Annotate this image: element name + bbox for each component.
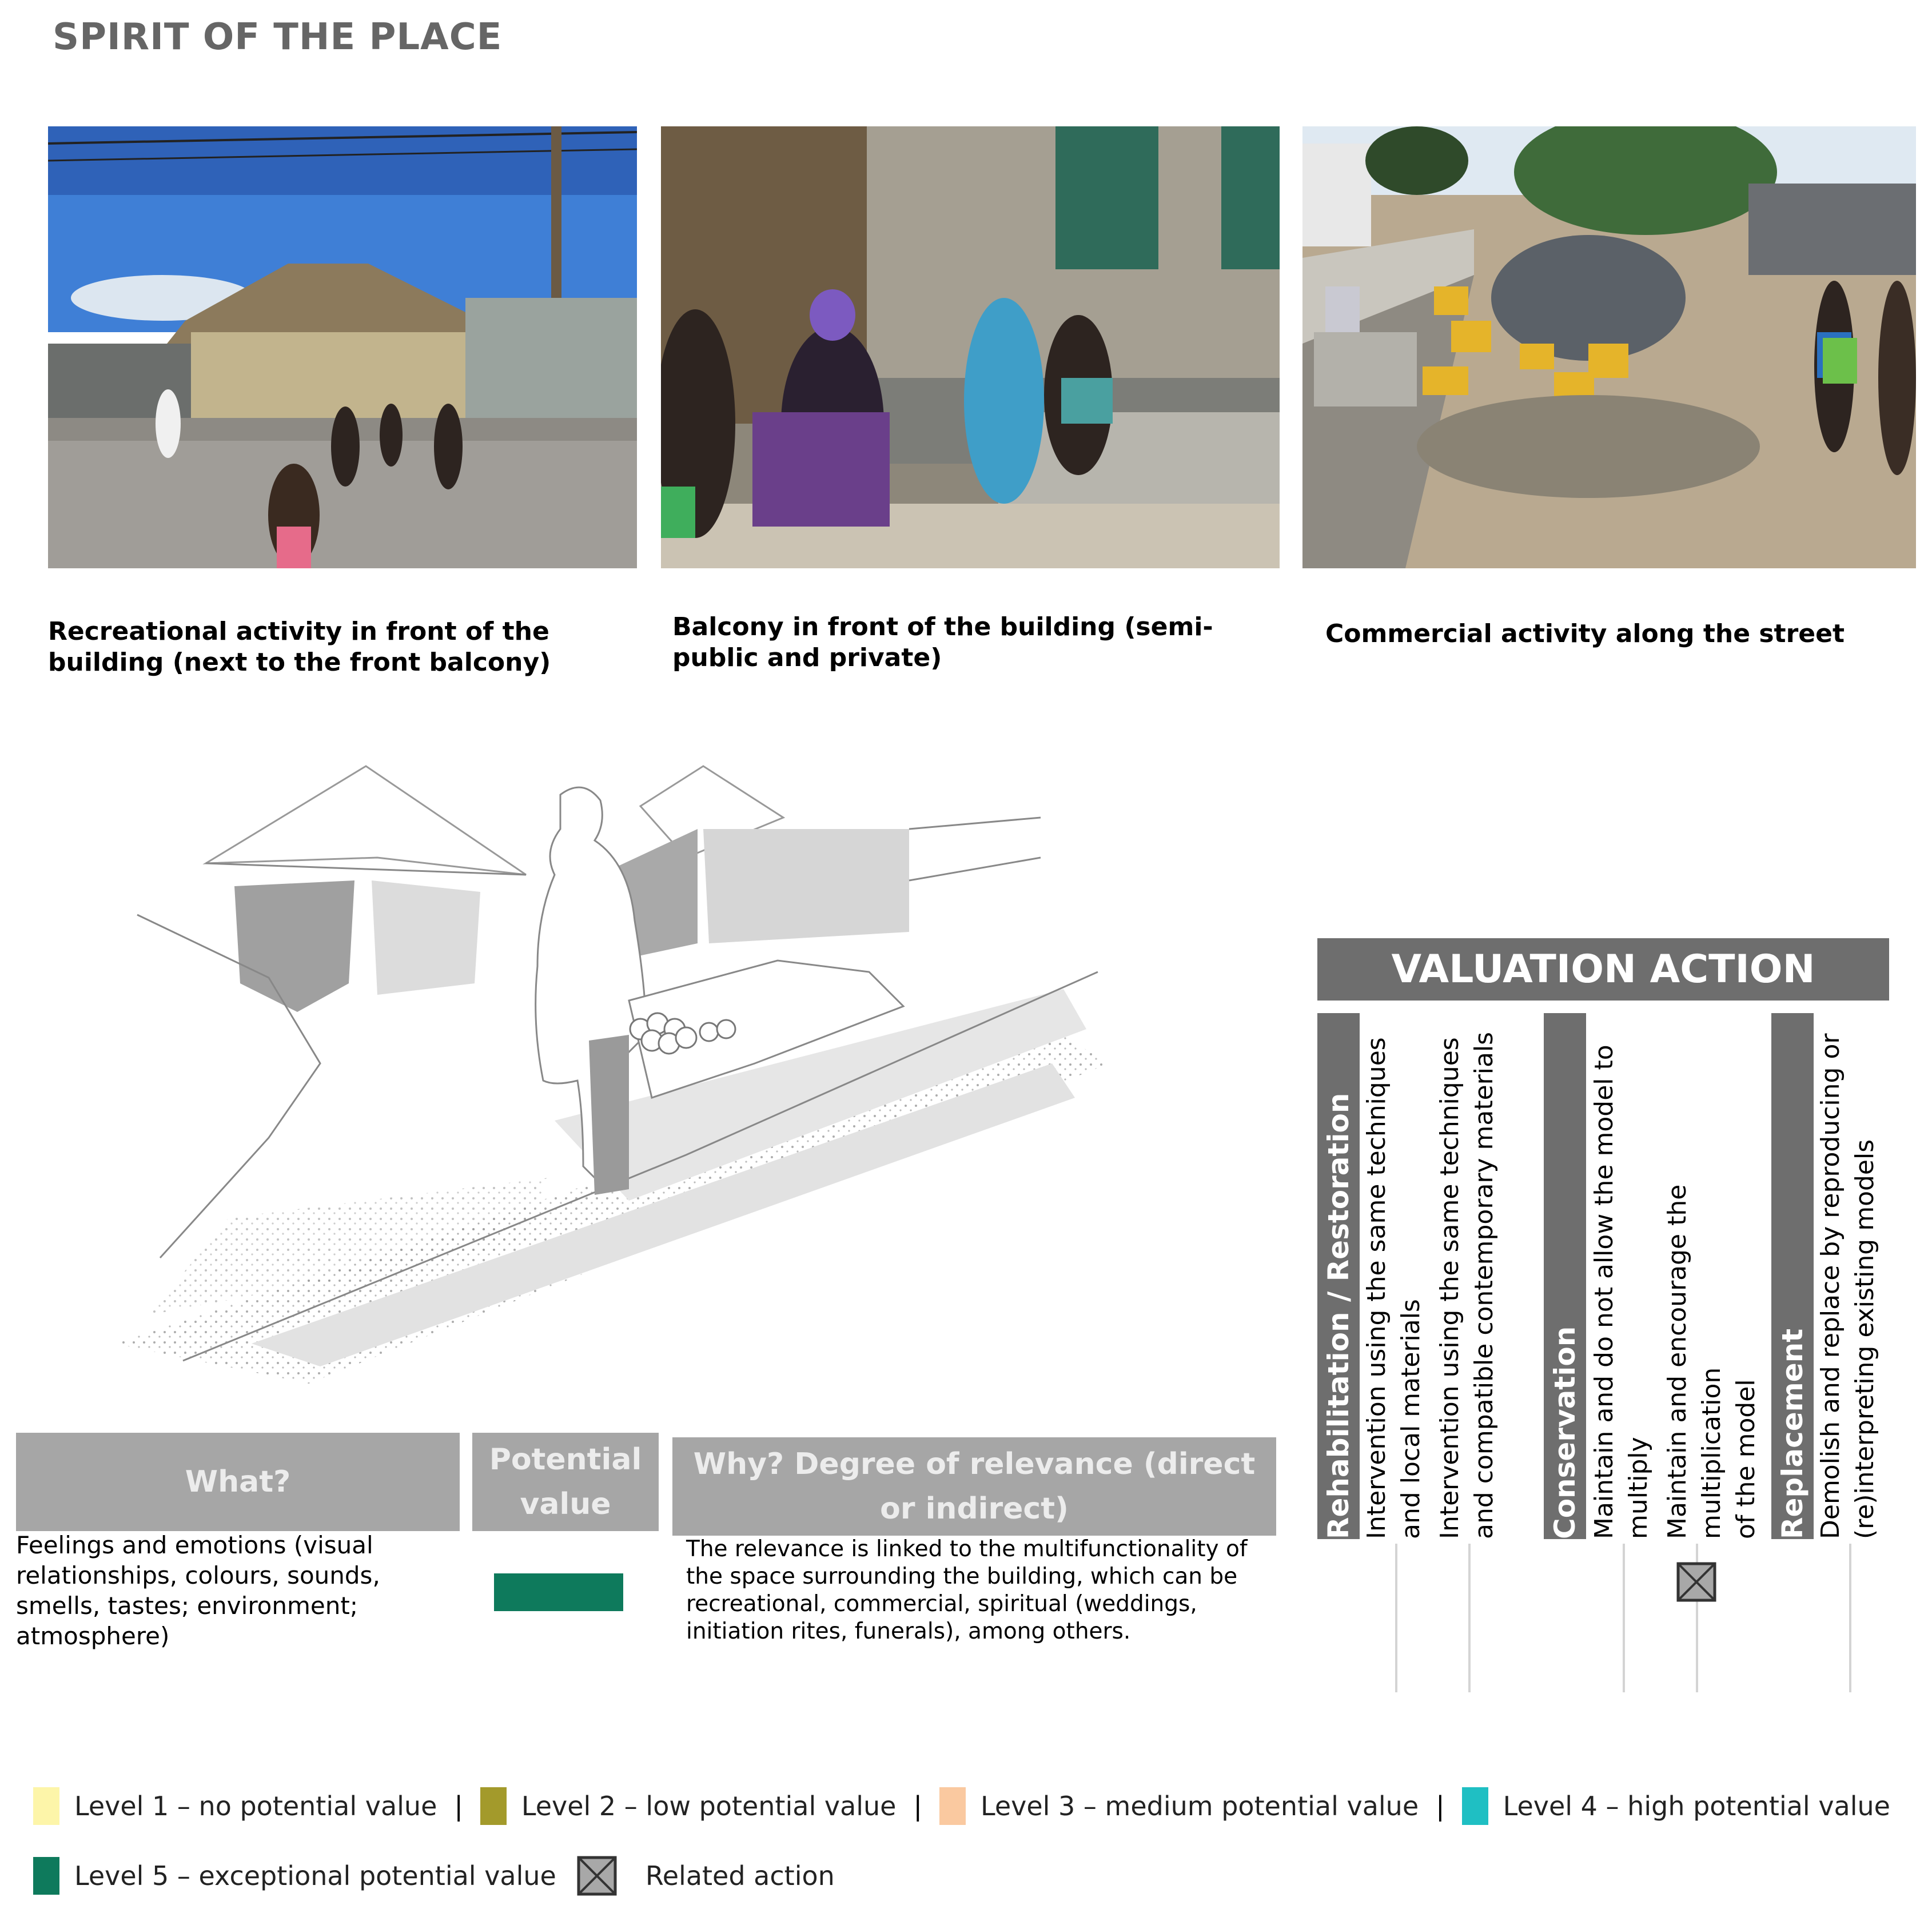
why-text: The relevance is linked to the multifunctionality of the space surrounding the building, which can be recreational, commercial, spiritual (weddings, initiation rites, funerals), among others. [686,1536,1248,1644]
photo-balcony [661,126,1280,568]
legend-row-2 [33,1856,835,1896]
legend-swatch-2 [480,1787,507,1825]
legend-separator: | [1436,1791,1445,1822]
action-same-techniques-local: Intervention using the same techniques and local materials [1362,1037,1425,1539]
column-line [1395,1544,1397,1692]
action-same-techniques-contemporary: Intervention using the same techniques and compatible contemporary materials [1435,1031,1499,1539]
potential-value-header: Potential value [472,1433,659,1531]
what-header: What? [16,1433,460,1531]
group-replacement: Replacement [1771,1013,1814,1539]
legend-separator: | [454,1791,463,1822]
group-rehabilitation: Rehabilitation / Restoration [1317,1013,1360,1539]
what-text: Feelings and emotions (visual relationships, colours, sounds, smells, tastes; environment; atmosphere) [16,1531,380,1650]
related-action-mark [1676,1562,1716,1602]
column-line [1468,1544,1471,1692]
legend-swatch-1 [33,1787,59,1825]
potential-value-swatch [494,1573,623,1611]
photo-recreational [48,126,637,568]
group-conservation: Conservation [1544,1013,1586,1539]
why-header: Why? Degree of relevance (direct or indirect) [672,1437,1276,1536]
legend-swatch-3 [939,1787,966,1825]
valuation-action-title: VALUATION ACTION [1317,938,1889,1001]
column-line [1849,1544,1851,1692]
legend-related-action: Related action [577,1856,835,1896]
photo-commercial [1302,126,1916,568]
legend-level-2: Level 2 – low potential value [480,1787,897,1825]
legend-swatch-4 [1462,1787,1488,1825]
action-demolish-replace: Demolish and replace by reproducing or (re)interpreting existing models [1816,1033,1879,1539]
legend-row-1 [33,1787,1890,1825]
legend-level-4: Level 4 – high potential value [1462,1787,1890,1825]
caption-recreational: Recreational activity in front of the building (next to the front balcony) [48,617,551,677]
legend-level-1: Level 1 – no potential value [33,1787,437,1825]
caption-balcony: Balcony in front of the building (semi-public and private) [672,612,1213,672]
legend-level-3: Level 3 – medium potential value [939,1787,1419,1825]
action-maintain-no-multiply: Maintain and do not allow the model to multiply [1590,1045,1653,1539]
action-maintain-multiply: Maintain and encourage the multiplication of the model [1663,1184,1760,1539]
legend-level-5: Level 5 – exceptional potential value [33,1857,556,1895]
page-title: SPIRIT OF THE PLACE [53,16,503,58]
related-action-icon [577,1856,617,1896]
column-line [1623,1544,1625,1692]
legend-swatch-5 [33,1857,59,1895]
legend-separator: | [913,1791,922,1822]
caption-commercial: Commercial activity along the street [1325,619,1845,648]
street-sketch [80,743,1166,1389]
